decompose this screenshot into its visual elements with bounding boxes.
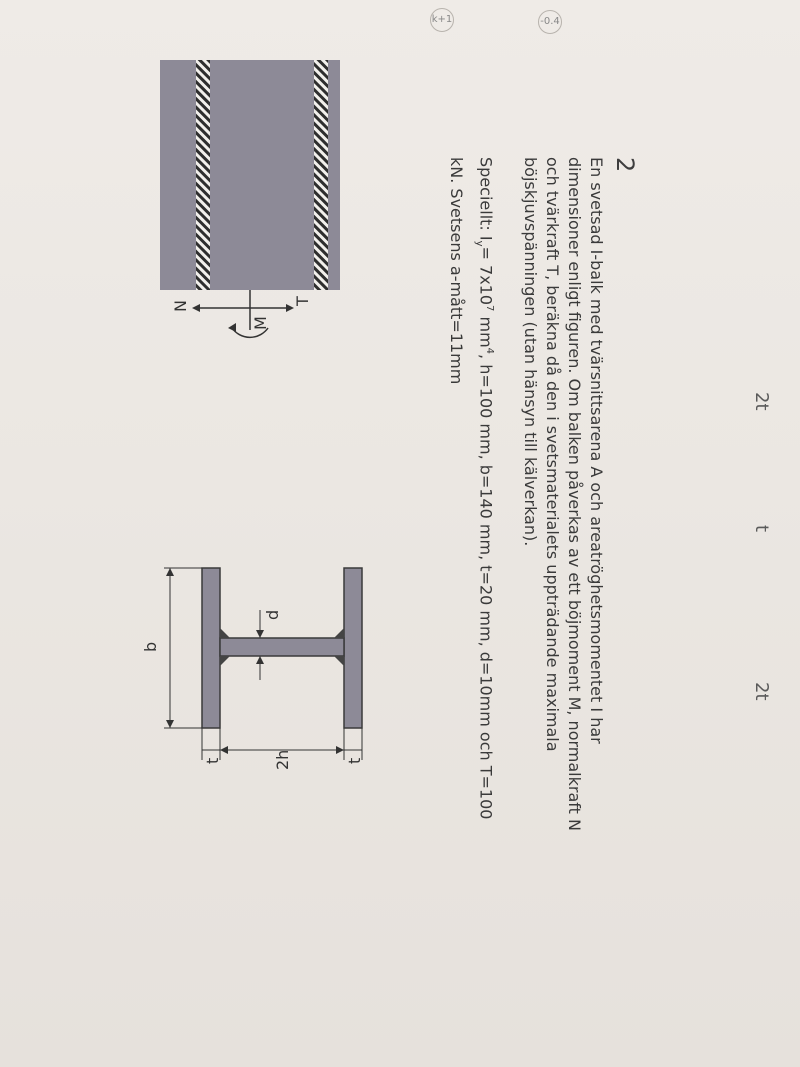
arrowhead	[220, 746, 228, 754]
cross-section-figure	[80, 450, 380, 770]
label-M: M	[251, 316, 270, 330]
label-N: N	[171, 300, 190, 312]
top-flange	[344, 568, 362, 728]
arrowhead	[166, 568, 174, 576]
label-t-bottom: t	[203, 757, 222, 764]
text-run: , h=100 mm, b=140 mm, t=20 mm, d=10mm och T=100 kN. Svetsens a-mått=11mm	[447, 157, 496, 820]
arrowhead	[256, 630, 264, 638]
subscript: y	[473, 240, 485, 247]
weld	[334, 628, 344, 638]
arrowhead	[166, 720, 174, 728]
label-d: d	[263, 609, 282, 620]
label-t-top: t	[345, 757, 364, 764]
weld	[220, 628, 230, 638]
margin-mark: -0.4	[538, 10, 562, 34]
web	[220, 638, 344, 656]
beam-body	[160, 60, 340, 290]
given-values-text	[445, 157, 500, 837]
bottom-flange	[202, 568, 220, 728]
text-run: = 7x10	[476, 246, 496, 306]
header-label: 2t	[751, 392, 772, 411]
text-run: mm	[476, 311, 496, 348]
margin-mark: k+1	[430, 8, 454, 32]
arrowhead	[256, 656, 264, 664]
label-2h: 2h	[273, 749, 292, 770]
problem-number: 2	[611, 157, 639, 173]
weld	[220, 656, 230, 666]
superscript: 7	[484, 305, 495, 312]
label-b: b	[141, 641, 160, 652]
arrowhead	[336, 746, 344, 754]
problem-text: En svetsad I-balk med tvärsnittsarena A och areatröghetsmomentet I har dimensioner enligt figuren. Om balken påverkas av ett böjmoment M, normalkraft N och tvärkraft T, beräkna då den i svetsmaterialets uppträdande maximala böjskjuvspänningen (utan hänsyn till kälverkan).	[521, 157, 606, 831]
label-T: T	[293, 296, 312, 306]
text-run: Speciellt: I	[476, 157, 496, 241]
superscript: 4	[484, 347, 495, 355]
header-label: t	[751, 525, 772, 533]
arrowhead	[192, 304, 200, 312]
beam-figure	[140, 40, 360, 340]
header-label: 2t	[751, 682, 772, 701]
weld-strip	[314, 60, 328, 290]
weld-strip	[196, 60, 210, 290]
arrowhead	[228, 323, 236, 332]
weld	[334, 656, 344, 666]
